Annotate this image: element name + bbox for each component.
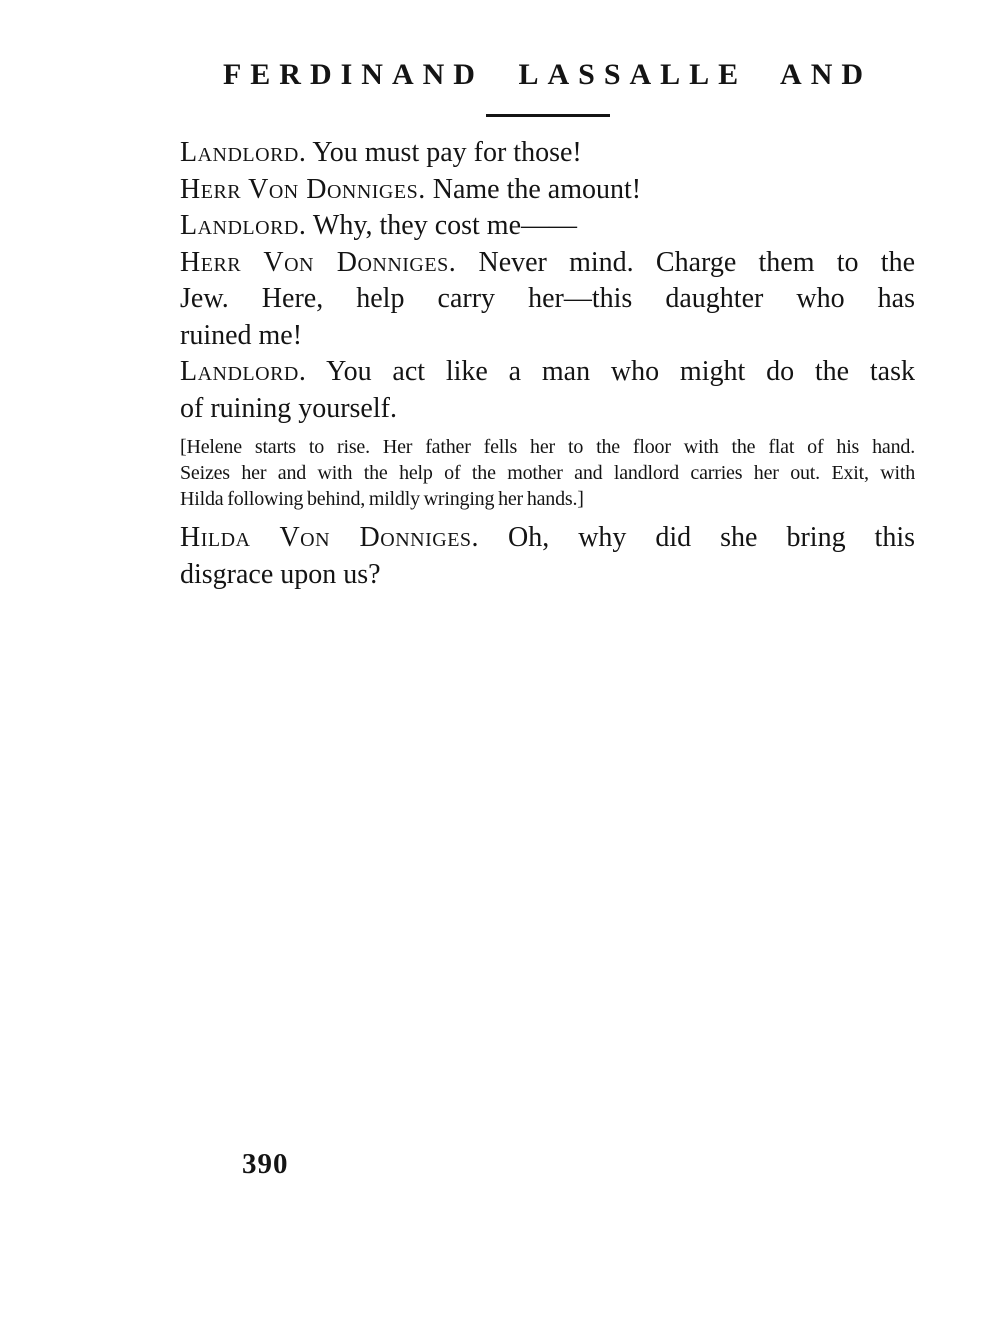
speech: [180, 354, 915, 427]
stage-direction: [180, 434, 915, 512]
speech: [180, 245, 915, 355]
speaker-name: Landlord.: [180, 137, 307, 168]
page-title: FERDINAND LASSALLE AND: [222, 58, 873, 91]
speech: [180, 172, 915, 209]
speech-line: [180, 318, 915, 355]
page-number: 390: [242, 1148, 289, 1180]
text-column: [180, 0, 915, 593]
speech-text: Oh, why did she bring this: [508, 522, 915, 553]
speech-text: You act like a man who might do the task: [326, 356, 915, 387]
speech: [180, 520, 915, 593]
speaker-name: Herr Von Donniges.: [180, 173, 426, 205]
speech-line: [180, 520, 915, 557]
speech-text: of ruining yourself.: [180, 392, 397, 424]
speaker-name: Landlord.: [180, 210, 307, 241]
speaker-name: Herr Von Donniges.: [180, 246, 457, 278]
speech-text: disgrace upon us?: [180, 558, 381, 590]
speech-text: Why, they cost me——: [312, 210, 578, 241]
speech-text: You must pay for those!: [312, 137, 582, 168]
stage-direction-line: [180, 486, 915, 512]
speech-line: [180, 135, 915, 172]
speech-text: Name the amount!: [432, 173, 642, 205]
speech-text: ruined me!: [180, 319, 303, 351]
speech-text: Jew. Here, help carry her—this daughter who has: [180, 283, 915, 314]
stage-direction-line: [180, 460, 915, 486]
title-rule: [486, 114, 610, 117]
speech-line: [180, 172, 915, 209]
speech-line: [180, 354, 915, 391]
speech-line: [180, 281, 915, 318]
speech-line: [180, 245, 915, 282]
speech-line: [180, 208, 915, 245]
stage-direction-line: [180, 434, 915, 460]
stage-direction-text: Seizes her and with the help of the mother and landlord carries her out. Exit, with: [180, 462, 915, 484]
stage-direction-text: [Helene starts to rise. Her father fells her to the floor with the flat of his hand.: [180, 436, 915, 458]
stage-direction-text: Hilda following behind, mildly wringing her hands.]: [180, 488, 584, 510]
speech: [180, 208, 915, 245]
dialogue-block: [180, 135, 915, 593]
speaker-name: Hilda Von Donniges.: [180, 522, 480, 553]
speech-line: [180, 391, 915, 428]
speaker-name: Landlord.: [180, 356, 307, 387]
speech: [180, 135, 915, 172]
speech-line: [180, 557, 915, 594]
speech-text: Never mind. Charge them to the: [478, 246, 915, 278]
